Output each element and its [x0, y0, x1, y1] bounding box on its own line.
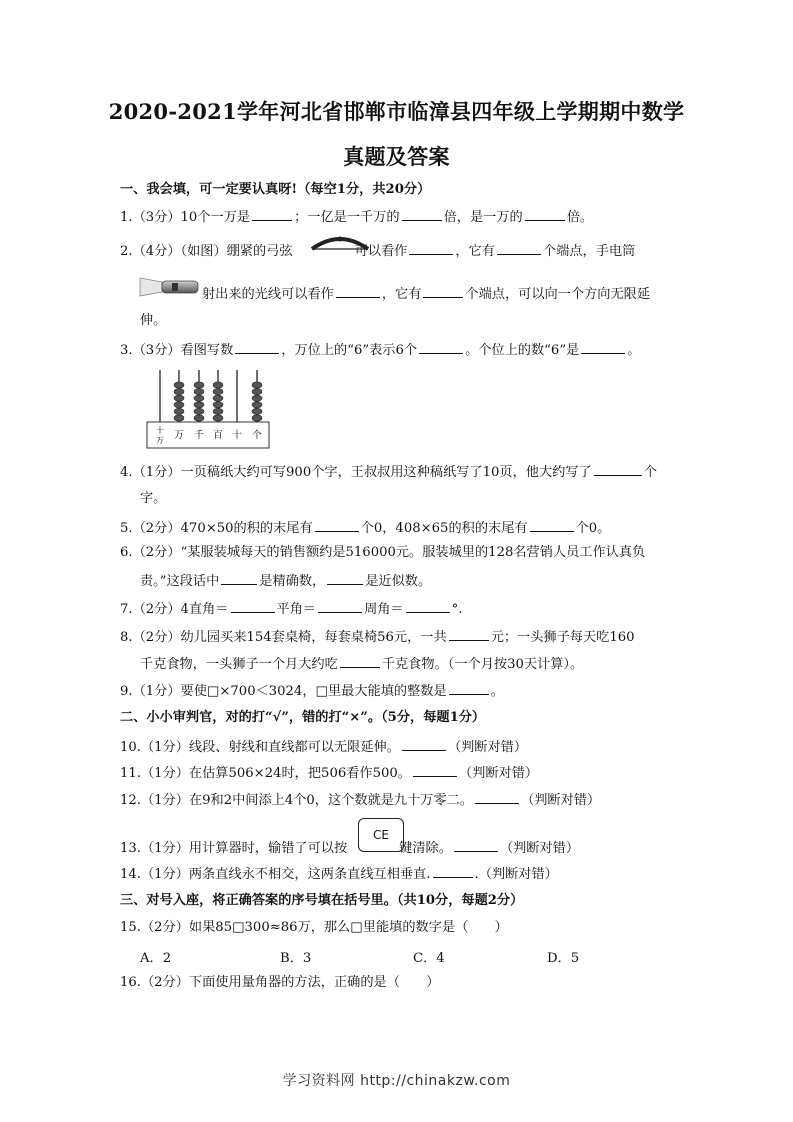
question-14 — [120, 864, 558, 884]
q5-text-a: 5.（2分）470×50的积的末尾有 — [120, 521, 313, 536]
q1-text-a: 1.（3分）10个一万是 — [120, 210, 251, 225]
q8-text-b: 元；一头狮子每天吃160 — [490, 630, 635, 645]
question-12 — [120, 790, 600, 810]
q6-text-d: 是近似数。 — [365, 574, 432, 589]
q6-text-c: 是精确数， — [259, 574, 326, 589]
doc-title-line2: 真题及答案 — [343, 144, 450, 169]
answer-blank[interactable] — [413, 763, 457, 777]
abacus-place-label: 千 — [194, 430, 204, 441]
q9-text-b: 。 — [490, 684, 504, 699]
answer-blank[interactable] — [327, 571, 363, 585]
answer-blank[interactable] — [406, 599, 450, 613]
q8-text-c: 千克食物，一头狮子一个月大约吃 — [140, 657, 338, 672]
answer-blank[interactable] — [475, 790, 519, 804]
q13-text-a: 13.（1分）用计算器时，输错了可以按 — [120, 841, 348, 856]
abacus-place-label: 个 — [252, 430, 262, 441]
answer-blank[interactable] — [231, 599, 275, 613]
doc-title-line1: 2020-2021学年河北省邯郸市临漳县四年级上学期期中数学 — [108, 99, 685, 124]
q3-text-c: 。个位上的数“6”是 — [465, 343, 580, 358]
question-1 — [120, 207, 593, 227]
answer-blank[interactable] — [454, 838, 498, 852]
question-15: 15.（2分）如果85□300≈86万，那么□里能填的数字是（ ） — [120, 920, 508, 935]
question-4-line2: 字。 — [140, 491, 167, 506]
question-10 — [120, 737, 527, 757]
answer-blank[interactable] — [315, 518, 359, 532]
abacus-bead — [252, 395, 262, 401]
abacus-bead — [252, 408, 262, 414]
q5-text-b: 个0，408×65的积的末尾有 — [360, 521, 528, 536]
abacus-place-label: 万 — [174, 430, 184, 441]
abacus-bead — [174, 402, 184, 408]
abacus-place-label: 十 — [232, 430, 242, 441]
abacus-bead — [174, 395, 184, 401]
answer-blank[interactable] — [402, 207, 442, 221]
ce-key-icon: CE — [358, 818, 404, 852]
abacus-bead — [194, 415, 204, 421]
answer-blank[interactable] — [340, 654, 380, 668]
q13-text-c: （判断对错） — [499, 841, 580, 856]
answer-blank[interactable] — [594, 462, 642, 476]
q12-text-b: （判断对错） — [521, 793, 601, 808]
answer-blank[interactable] — [530, 518, 574, 532]
q1-text-c: 倍，是一万的 — [443, 210, 523, 225]
answer-blank[interactable] — [235, 340, 279, 354]
abacus-bead — [213, 389, 223, 395]
q7-text-b: 平角＝ — [276, 602, 317, 617]
q9-text-a: 9.（1分）要使□×700＜3024，□里最大能填的整数是 — [120, 684, 447, 699]
question-4-line1 — [120, 462, 657, 482]
q2-text-g: 个端点，可以向一个方向无限延 — [465, 287, 651, 302]
flashlight-icon — [138, 272, 202, 300]
q8-text-a: 8.（2分）幼儿园买来154套桌椅，每套桌椅56元，一共 — [120, 630, 447, 645]
q1-text-b: ；一亿是一千万的 — [294, 210, 400, 225]
abacus-bead — [174, 408, 184, 414]
question-2-line3: 伸。 — [140, 313, 167, 328]
question-6-line1: 6.（2分）“某服装城每天的销售额约是516000元。服装城里的128名营销人员工作认真负 — [120, 545, 646, 560]
answer-blank[interactable] — [525, 207, 565, 221]
question-7 — [120, 599, 462, 619]
abacus-bead — [194, 382, 204, 388]
abacus-bead — [252, 389, 262, 395]
q10-text-a: 10.（1分）线段、射线和直线都可以无限延伸。 — [120, 740, 400, 755]
abacus-place-label: 百 — [213, 430, 223, 441]
q14-text-a: 14.（1分）两条直线永不相交，这两条直线互相垂直. — [120, 867, 431, 882]
bow-string-icon — [309, 233, 371, 257]
q2-text-a: 2.（4分）（如图）绷紧的弓弦 — [120, 244, 293, 259]
abacus-bead — [194, 402, 204, 408]
q4-text-a: 4.（1分）一页稿纸大约可写900个字，王叔叔用这种稿纸写了10页，他大约写了 — [120, 465, 592, 480]
q15-option-a[interactable]: A．2 — [140, 951, 172, 966]
abacus-bead — [194, 389, 204, 395]
q15-option-d[interactable]: D．5 — [547, 951, 580, 966]
question-5 — [120, 518, 610, 538]
answer-blank[interactable] — [581, 340, 625, 354]
abacus-bead — [213, 415, 223, 421]
answer-blank[interactable] — [252, 207, 292, 221]
q2-text-f: ，它有 — [381, 287, 422, 302]
answer-blank[interactable] — [336, 284, 380, 298]
section-1-heading: 一、我会填，可一定要认真呀!（每空1分，共20分） — [120, 182, 431, 197]
q1-text-d: 倍。 — [566, 210, 594, 225]
abacus-place-label: 十万 — [156, 426, 164, 445]
q2-text-d: 个端点，手电筒 — [542, 244, 636, 259]
question-16: 16.（2分）下面使用量角器的方法，正确的是（ ） — [120, 975, 440, 990]
abacus-bead — [174, 382, 184, 388]
footer-watermark: 学习资料网 http://chinakzw.com — [282, 1073, 511, 1089]
q7-text-c: 周角＝ — [364, 602, 404, 617]
abacus-bead — [213, 408, 223, 414]
abacus-bead — [252, 402, 262, 408]
question-11 — [120, 763, 538, 783]
abacus-bead — [174, 389, 184, 395]
q7-text-d: °. — [451, 602, 463, 617]
q4-text-b: 个 — [643, 465, 657, 480]
q3-text-d: 。 — [627, 343, 641, 358]
abacus-bead — [194, 408, 204, 414]
q12-text-a: 12.（1分）在9和2中间添上4个0，这个数就是九十万零二。 — [120, 793, 474, 808]
answer-blank[interactable] — [221, 571, 257, 585]
question-8-line2 — [140, 654, 583, 674]
answer-blank[interactable] — [402, 737, 446, 751]
answer-blank[interactable] — [497, 241, 541, 255]
question-9 — [120, 681, 504, 701]
question-6-line2 — [140, 571, 431, 591]
section-3-heading: 三、对号入座，将正确答案的序号填在括号里。（共10分，每题2分） — [120, 893, 524, 908]
q6-text-b: 责。”这段话中 — [140, 574, 220, 589]
abacus-bead — [252, 415, 262, 421]
abacus-bead — [213, 395, 223, 401]
abacus-bead — [194, 395, 204, 401]
q3-text-b: ，万位上的“6”表示6个 — [281, 343, 418, 358]
answer-blank[interactable] — [318, 599, 362, 613]
answer-blank[interactable] — [419, 340, 463, 354]
abacus-base — [147, 422, 269, 448]
abacus-bead — [174, 415, 184, 421]
question-2-line1 — [120, 241, 635, 261]
q3-text-a: 3.（3分）看图写数 — [120, 343, 234, 358]
question-13 — [120, 838, 579, 858]
question-8-line1 — [120, 627, 635, 647]
q11-text-b: （判断对错） — [458, 766, 539, 781]
q15-option-b[interactable]: B．3 — [280, 951, 312, 966]
q14-text-b: .（判断对错） — [474, 867, 558, 882]
q15-option-c[interactable]: C．4 — [413, 951, 445, 966]
abacus-bead — [252, 382, 262, 388]
abacus-figure — [146, 368, 270, 450]
abacus-bead — [213, 382, 223, 388]
question-3 — [120, 340, 640, 360]
abacus-bead — [213, 402, 223, 408]
q11-text-a: 11.（1分）在估算506×24时，把506看作500。 — [120, 766, 411, 781]
q7-text-a: 7.（2分）4直角＝ — [120, 602, 229, 617]
answer-blank[interactable] — [423, 284, 463, 298]
answer-blank[interactable] — [433, 864, 473, 878]
q2-text-b: 可以看作 — [354, 244, 408, 259]
q10-text-b: （判断对错） — [447, 740, 528, 755]
q2-text-e: 射出来的光线可以看作 — [202, 287, 334, 302]
q2-text-c: ，它有 — [455, 244, 495, 259]
answer-blank[interactable] — [409, 241, 453, 255]
answer-blank[interactable] — [449, 627, 489, 641]
section-2-heading: 二、小小审判官，对的打“√”，错的打“×”。（5分，每题1分） — [120, 710, 486, 725]
q8-text-d: 千克食物。（一个月按30天计算）。 — [381, 657, 584, 672]
q13-text-b: 键清除。 — [399, 841, 452, 856]
q5-text-c: 个0。 — [575, 521, 611, 536]
answer-blank[interactable] — [449, 681, 489, 695]
question-2-line2 — [202, 284, 650, 304]
